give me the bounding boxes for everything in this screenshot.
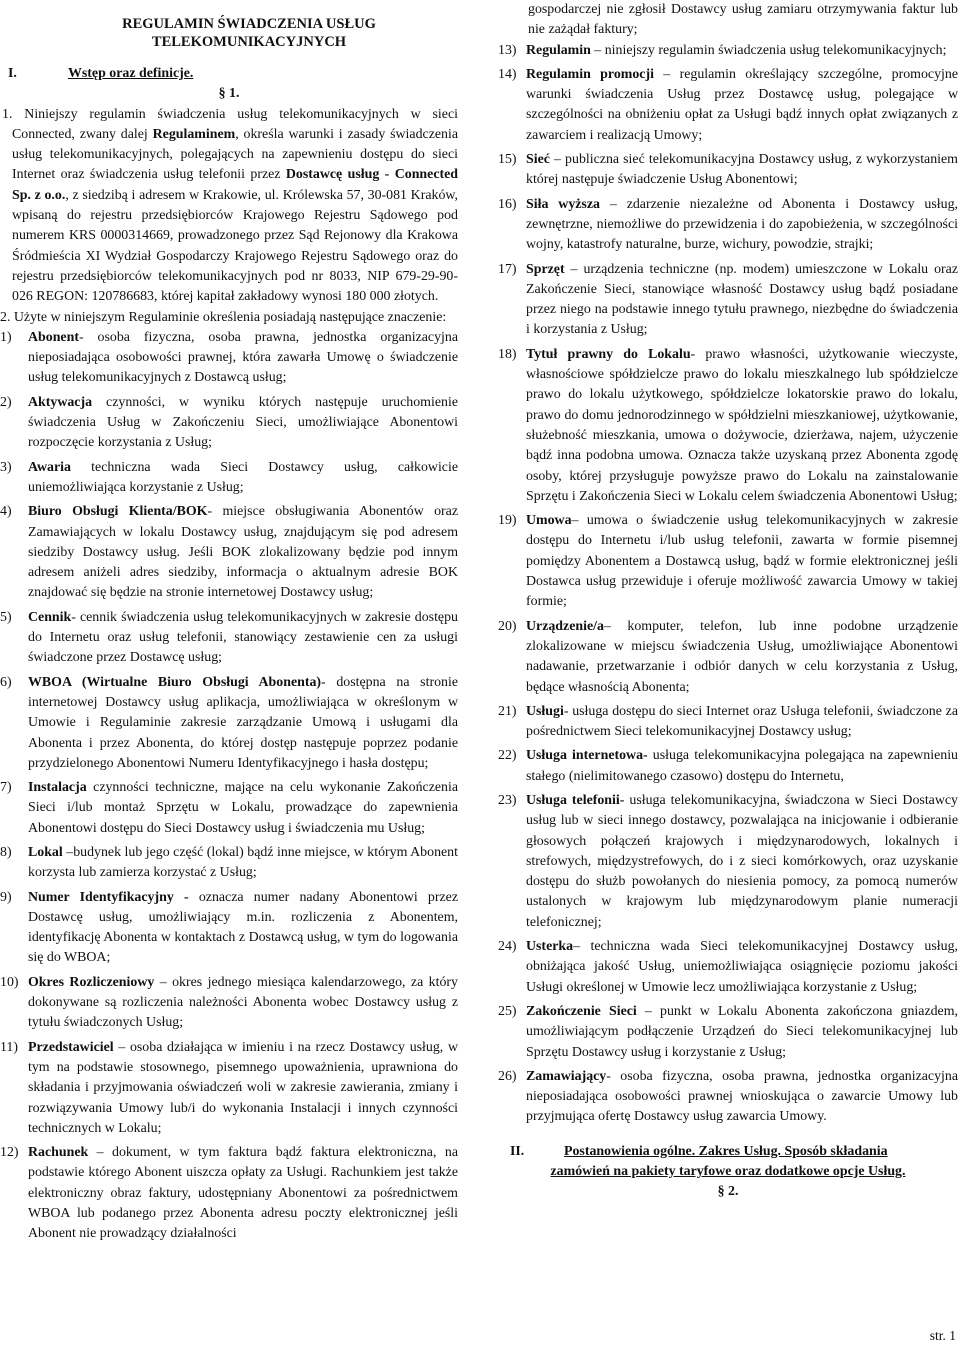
definition-term: Regulamin — [526, 42, 591, 58]
definition-term: Instalacja — [28, 780, 87, 796]
definition-number: 13) — [498, 42, 517, 58]
definition-number: 6) — [0, 674, 12, 690]
definition-body: - osoba fizyczna, osoba prawna, jednostka organizacyjna nieposiadająca osobowości prawnej wnioskująca o zawarcie Umowy lub przyjmująca ofertę Dostawcy usług zawarcia Umowy. — [526, 1068, 958, 1125]
definition-text — [28, 502, 458, 603]
definition-body: - miejsce obsługiwania Abonentów oraz Zamawiających w lokalu Dostawcy usług, znajdującym się pod adresem siedziby Dostawcy usług. Jeśli BOK zlokalizowany będzie pod innym adresem aniżeli adres siedziby, informacja o aktualnym adresie BOK znajdować się będzie na stronie internetowej Dostawcy usług; — [28, 504, 458, 601]
definition-number: 23) — [498, 792, 517, 808]
definition-item — [498, 195, 958, 256]
right-column — [498, 0, 958, 1203]
definition-item — [498, 1002, 958, 1063]
definition-body: – regulamin określający szczególne, promocyjne warunki świadczenia Usług przez Dostawcę usług, polegające w szczególności na obniżeniu opłat za Usługi bądź innych opłat związanych z zawarciem i realizacją Umowy; — [526, 66, 958, 143]
definition-number: 3) — [0, 459, 12, 475]
definition-body: - prawo własności, użytkowanie wieczyste, własnościowe spółdzielcze prawo do lokalu mieszkalnego lub spółdzielcze prawo do lokalu użytkowego, spółdzielcze lokatorskie prawo do lokalu, prawo do domu jednorodzinnego w spółdzielni mieszkaniowej, użytkowanie, służebność mieszkania, umowa o dożywocie, dzierżawa, najem, użyczenie bądź inna podobna umowa. Oznacza także uzyskaną przez Abonenta zgodę osoby, której przysługuje powyższe prawo do Lokalu na zainstalowanie Sprzętu i Zakończenia Sieci w Lokalu celem świadczenia Abonentowi Usług; — [526, 346, 958, 504]
definition-text — [28, 608, 458, 669]
page-number: str. 1 — [929, 1327, 956, 1343]
left-column — [0, 0, 458, 1249]
definition-body: - osoba fizyczna, osoba prawna, jednostka organizacyjna nieposiadająca osobowości prawnej, która zawarła Umowę o świadczenie usług telekomunikacyjnych z Dostawcą usług; — [28, 329, 458, 386]
definition-term: Abonent — [28, 329, 79, 345]
definition-term: Biuro Obsługi Klienta/BOK — [28, 504, 208, 520]
definition-number: 9) — [0, 889, 12, 905]
definition-term: Numer Identyfikacyjny - — [28, 889, 189, 905]
definition-body: – techniczna wada Sieci telekomunikacyjnej Dostawcy usług, obniżająca jakość Usług, uniemożliwiająca osiągnięcie poziomu jakości Usługi określonej w Umowie lecz umożliwiająca korzystanie z Usług; — [526, 939, 958, 995]
definition-term: Umowa — [526, 513, 572, 529]
definition-item — [498, 617, 958, 698]
definition-number: 18) — [498, 346, 517, 362]
definition-term: Urządzenie/a — [526, 618, 604, 634]
definition-body: - usługa dostępu do sieci Internet oraz Usługa telefonii, świadczone za pośrednictwem Sieci telekomunikacyjnej Dostawcy usług; — [526, 703, 958, 740]
definition-number: 4) — [0, 504, 12, 520]
definition-number: 12) — [0, 1145, 19, 1161]
definition-number: 22) — [498, 748, 517, 764]
definition-item — [498, 937, 958, 998]
definition-item — [498, 1067, 958, 1128]
definition-item — [0, 328, 458, 389]
definition-number: 25) — [498, 1003, 517, 1019]
definition-term: Tytuł prawny do Lokalu — [526, 346, 691, 362]
continued-text: gospodarczej nie zgłosił Dostawcy usług zamiaru otrzymywania faktur lub nie zażądał faktury; — [528, 2, 958, 38]
definition-body: techniczna wada Sieci Dostawcy usług, całkowicie uniemożliwiająca korzystanie z Usług; — [28, 459, 458, 495]
definition-term: Usługi — [526, 703, 564, 719]
definition-term: Zamawiający — [526, 1068, 607, 1084]
definition-text — [28, 1038, 458, 1139]
definition-item — [0, 1038, 458, 1139]
definition-item — [0, 843, 458, 884]
definition-text — [526, 702, 958, 743]
definition-number: 5) — [0, 609, 12, 625]
definition-number: 16) — [498, 196, 517, 212]
definition-item — [0, 608, 458, 669]
definition-term: Cennik — [28, 609, 72, 625]
definition-term: Aktywacja — [28, 394, 93, 410]
definition-text — [526, 1002, 958, 1063]
definition-number: 19) — [498, 513, 517, 529]
definition-body: - cennik świadczenia usług telekomunikacyjnych w zakresie dostępu do Internetu oraz usług telefonii, stanowiący zestawienie cen za usługi świadczone przez Dostawcę usług; — [28, 609, 458, 666]
definition-item — [0, 888, 458, 969]
definition-number: 8) — [0, 844, 12, 860]
definition-item — [498, 791, 958, 933]
definition-item — [0, 502, 458, 603]
definition-term: Przedstawiciel — [28, 1039, 114, 1055]
section-heading-2: II. Postanowienia ogólne. Zakres Usług. Sposób składania zamówień na pakiety taryfowe oraz dodatkowe opcje Usług. § 2. — [510, 1143, 906, 1200]
definition-item — [498, 260, 958, 341]
definition-term: Okres Rozliczeniowy — [28, 974, 155, 990]
definition-body: – niniejszy regulamin świadczenia usług telekomunikacyjnych; — [590, 42, 947, 58]
definition-number: 26) — [498, 1068, 517, 1084]
definitions-list-right — [498, 41, 958, 1128]
definition-item — [498, 65, 958, 146]
paragraph-number: § 1. — [218, 86, 240, 102]
definition-text — [28, 778, 458, 839]
definition-text — [28, 1143, 458, 1244]
definition-item — [0, 973, 458, 1034]
definition-term: Regulamin promocji — [526, 66, 654, 82]
definition-term: Sprzęt — [526, 261, 565, 277]
definition-text — [28, 888, 458, 969]
definition-item — [0, 393, 458, 454]
definition-number: 14) — [498, 66, 517, 82]
definition-number: 20) — [498, 618, 517, 634]
definition-body: usługa telekomunikacyjna, świadczona w Sieci Dostawcy usług lub w sieci innego dostawcy, pozwalająca na inicjowanie i odbieranie głosowych połączeń krajowych i międzynarodowych, lokalnych i strefowych, międzystrefowych, do i z sieci komórkowych, oraz uzyskanie dostępu do służb powołanych do niesienia pomocy, za pomocą numerów ustalonych w krajowym lub międzynarodowym planie numeracji telefonicznej; — [526, 792, 958, 930]
definition-text — [526, 511, 958, 612]
definition-item — [498, 511, 958, 612]
definition-body: czynności, w wyniku których następuje uruchomienie świadczenia Usług w Zakończeniu Sieci, umożliwiające Abonentowi rozpoczęcie korzystania z Usług; — [28, 394, 458, 451]
definition-number: 2) — [0, 394, 12, 410]
definition-text — [526, 617, 958, 698]
definition-term: Usługa internetowa- — [526, 748, 648, 764]
definition-text — [526, 150, 958, 191]
definition-text — [526, 65, 958, 146]
definition-body: usługa telekomunikacyjna polegająca na zapewnieniu stałego (nielimitowanego czasowo) dostępu do Internetu, — [526, 748, 959, 784]
definition-term: Sieć — [526, 152, 550, 168]
definition-body: – osoba działająca w imieniu i na rzecz Dostawcy usług, w tym na podstawie stosownego, pisemnego upoważnienia, uprawniona do składania i przyjmowania oświadczeń woli w zakresie zawierania, zmiany i rozwiązywania Umowy lub/i do wykonania Instalacji i innych czynności technicznych w Lokalu; — [28, 1039, 458, 1136]
definition-text — [28, 673, 458, 774]
definition-text — [28, 393, 458, 454]
definition-number: 1) — [0, 329, 12, 345]
definition-body: – dokument, w tym faktura bądź faktura elektroniczna, na podstawie którego Abonent uiszcza opłaty za Usługi. Rachunkiem jest także elektroniczny obraz faktury, udostępniany Abonentowi za pośrednictwem WBOA lub podanego przez Abonenta adresu poczty elektronicznej jeśli Abonent nie prowadzący działalności — [28, 1145, 458, 1242]
definition-number: 7) — [0, 780, 12, 796]
definition-term: Awaria — [28, 459, 71, 475]
definition-body: oznacza numer nadany Abonentowi przez Dostawcę usług, umożliwiający m.in. rozliczenia z Abonentem, identyfikację Abonenta w kontaktach z Dostawcą usług, w tym do logowania się do WBOA; — [28, 889, 458, 966]
definition-term: Zakończenie Sieci — [526, 1003, 637, 1019]
paragraph-1: 1. Niniejszy regulamin świadczenia usług telekomunikacyjnych w sieci Connected, zwany dalej Regulaminem, określa warunki i zasady świadczenia usług telekomunikacyjnych, polegających na zapewnieniu dostępu do sieci Internet oraz świadczenia usług telefonii przez Dostawcę usług - Connected Sp. z o.o., z siedzibą i adresem w Krakowie, ul. Królewska 57, 30-081 Kraków, wpisaną do rejestru przedsiębiorców Krajowego Rejestru Sądowego pod numerem KRS 0000314669, prowadzonego przez Sąd Rejonowy dla Krakowa Śródmieścia XI Wydział Gospodarczy Krajowego Rejestru Sądowego oraz do rejestru przedsiębiorców telekomunikacyjnych pod nr 8033, NIP 679-29-90-026 REGON: 120786683, której kapitał zakładowy wynosi 180 000 złotych. — [2, 106, 458, 305]
definition-body: –budynek lub jego część (lokal) bądź inne miejsce, w którym Abonent korzysta lub zamierza korzystać z Usług; — [28, 844, 458, 881]
definition-text — [28, 973, 458, 1034]
definition-body: – okres jednego miesiąca kalendarzowego, za który dokonywane są rozliczenia należności Abonenta wobec Dostawcy usług z tytułu świadczonych Usług; — [28, 974, 458, 1031]
definition-text — [526, 195, 958, 256]
definition-text — [526, 746, 958, 787]
definition-text — [526, 345, 958, 507]
definition-text — [28, 843, 458, 884]
definition-item — [498, 702, 958, 743]
definition-body: – urządzenia techniczne (np. modem) umieszczone w Lokalu oraz Zakończenie Sieci, stanowiące własność Dostawcy usług bądź posiadane przez niego na podstawie innego tytułu prawnego, niezbędne do świadczenia i korzystania z Usług; — [526, 261, 958, 338]
definition-number: 17) — [498, 261, 517, 277]
definition-term: Rachunek — [28, 1145, 89, 1161]
definition-body: - dostępna na stronie internetowej Dostawcy usług aplikacja, umożliwiająca w określonym w Umowie i Regulaminie zakresie zarządzanie Umową i usługami dla Abonenta i przez Abonenta, do której dostęp następuje poprzez podanie przydzielonego Abonentowi Numeru Identyfikacyjnego i hasła dostępu; — [28, 674, 458, 771]
definition-number: 10) — [0, 974, 19, 990]
definition-text — [28, 458, 458, 499]
definition-text — [526, 260, 958, 341]
definition-item — [0, 673, 458, 774]
definition-item — [498, 746, 958, 787]
document-title: REGULAMIN ŚWIADCZENIA USŁUG TELEKOMUNIKACYJNYCH — [122, 16, 376, 50]
definition-number: 15) — [498, 152, 517, 168]
definition-body: – punkt w Lokalu Abonenta zakończona gniazdem, umożliwiającym podłączenie Urządzeń do Sieci telekomunikacyjnej lub Sprzętu Dostawcy usług i korzystanie z Usług; — [526, 1003, 958, 1060]
definition-body: – komputer, telefon, lub inne podobne urządzenie zlokalizowane w miejscu świadczenia Usług, umożliwiające Abonentowi nadawanie, przetwarzanie i odbiór danych w celu korzystania z Usług, będące własnością Abonenta; — [526, 618, 958, 695]
definition-item — [498, 41, 958, 61]
definition-text — [526, 1067, 958, 1128]
definition-term: Siła wyższa — [526, 196, 600, 212]
definition-item — [0, 458, 458, 499]
definition-text — [28, 328, 458, 389]
definition-text — [526, 937, 958, 998]
definition-body: – zdarzenie niezależne od Abonenta i Dostawcy usług, zewnętrzne, niemożliwe do przewidzenia i do zapobieżenia, w szczególności wojny, katastrofy naturalne, burze, wichury, powodzie, strajki; — [526, 196, 958, 253]
definition-term: Usterka — [526, 939, 574, 955]
definition-number: 11) — [0, 1039, 19, 1055]
definition-term: Lokal — [28, 844, 63, 860]
definition-number: 21) — [498, 703, 517, 719]
definition-body: – umowa o świadczenie usług telekomunikacyjnych w zakresie dostępu do Internetu i/lub usług telefonii, zawarta w formie pisemnej pomiędzy Abonentem a Dostawcą usług, bądź w formie elektronicznej jeśli Dostawca usług przewiduje i oferuje możliwość zawarcia Umowy w takiej formie; — [526, 513, 958, 610]
definition-item — [0, 1143, 458, 1244]
section-heading-1: I. Wstęp oraz definicje. — [8, 66, 194, 81]
paragraph-2: 2. Użyte w niniejszym Regulaminie określenia posiadają następujące znaczenie: — [0, 309, 447, 325]
definitions-list-left — [0, 328, 458, 1245]
definition-item — [0, 778, 458, 839]
definition-item — [498, 345, 958, 507]
definition-text — [526, 41, 958, 61]
definition-body: czynności techniczne, mające na celu wykonanie Zakończenia Sieci i/lub montaż Sprzętu w Lokalu, prowadzące do zapewnienia Abonentowi dostępu do Sieci Dostawcy usług i świadczenia mu Usług; — [28, 780, 458, 836]
definition-term: Usługa telefonii- — [526, 792, 625, 808]
definition-number: 24) — [498, 939, 517, 955]
definition-body: – publiczna sieć telekomunikacyjna Dostawcy usług, z wykorzystaniem której następuje świadczenie Usług Abonentowi; — [526, 152, 958, 188]
definition-term: WBOA (Wirtualne Biuro Obsługi Abonenta) — [28, 674, 322, 690]
definition-item — [498, 150, 958, 191]
definition-text — [526, 791, 958, 933]
